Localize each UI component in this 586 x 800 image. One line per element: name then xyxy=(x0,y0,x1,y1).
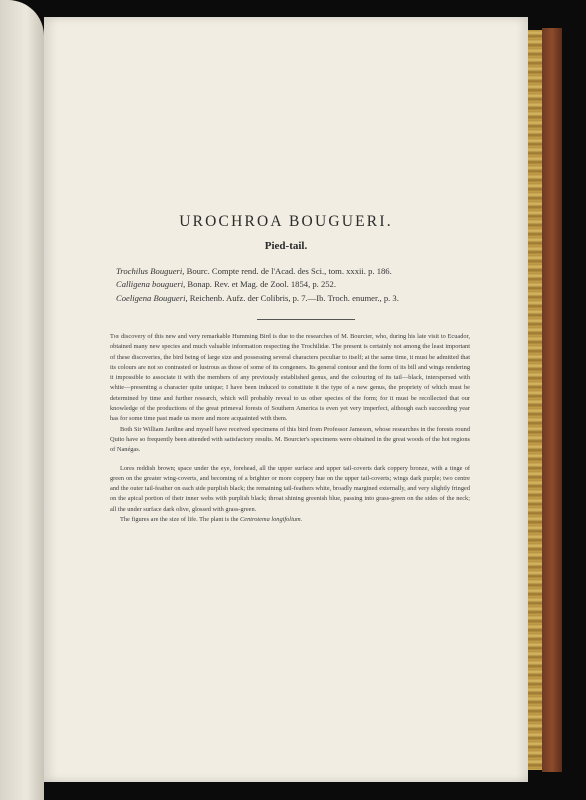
book-binding xyxy=(542,28,562,772)
reference-line xyxy=(116,278,456,291)
paragraph-description: Lores reddish brown; space under the eye, forehead, all the upper surface and upper tail-coverts dark coppery bronze, with a tinge of green on the greater wing-coverts, and becoming of a brighter or more coppery hue on the upper tail-coverts; wings dark purple; two centre and the outer tail-feather on each side purplish black; the remaining tail-feathers white, broadly margined externally, and very slightly fringed on the apical portion of their inner webs with purplish black; throat shining greenish blue, passing into grass-green on the sides of the neck; all the under surface dark olive, glossed with grass-green. xyxy=(110,464,470,513)
species-title: UROCHROA BOUGUERI. xyxy=(179,213,393,230)
reference-name: Trochilus Bougueri xyxy=(116,266,183,276)
section-divider xyxy=(257,319,355,320)
reference-citation: , Bourc. Compte rend. de l'Acad. des Sci., tom. xxxii. p. 186. xyxy=(182,266,392,276)
reference-citation: , Bonap. Rev. et Mag. de Zool. 1854, p. 252. xyxy=(183,279,336,290)
reference-citation: , Reichenb. Aufz. der Colibris, p. 7.—Ib. Troch. enumer., p. 3. xyxy=(185,292,399,303)
lead-word: The xyxy=(110,333,120,340)
figures-note: The figures are the size of life. The plant is the xyxy=(120,516,241,524)
reference-name: Coeligena Bougueri xyxy=(116,292,186,303)
paragraph-text: discovery of this new and very remarkable Humming Bird is due to the researches of M. Bourcier, who, during his late visit to Ecuador, obtained many new species and much valuable information respecting the Trochilidæ. The present is certainly not among the least important of these discoveries, the bird being of large size and possessing several characters peculiar to itself; at the same time, it must be admitted that its colours are not so contrasted or lustrous as those of some of its congeners. Its general contour and the form of its bill and wings rendering it impossible to associate it with the members of any previously established genus, and the colouring of its tail—black, interspersed with white—presenting a character quite unique; I have been induced to constitute it the type of a new genus, the propriety of which must be determined by time and further research, which will probably reveal to us other species of the form; for it must be recollected that our knowledge of the productions of the great primeval forests of Southern America is even yet very imperfect, although each succeeding year has for some time past made us more and more acquainted with them. xyxy=(110,333,470,423)
paragraph-figures xyxy=(110,515,470,525)
paragraph-intro xyxy=(110,332,470,425)
gilt-page-edges xyxy=(528,30,542,770)
paragraph-specimens: Both Sir William Jardine and myself have received specimens of this bird from Professor Jameson, whose researches in the forests round Quito have so frequently been attended with satisfactory results. M. Bourcier's specimens were obtained in the great woods of the hot regions of Nanégas. xyxy=(110,425,470,454)
plant-name: Centrotema longifolium. xyxy=(240,516,303,524)
previous-page-edge xyxy=(0,0,44,800)
common-name: Pied-tail. xyxy=(264,240,308,252)
reference-line xyxy=(116,265,456,278)
synonymy-references xyxy=(116,265,456,305)
description-body xyxy=(110,332,470,525)
reference-line xyxy=(116,292,456,305)
book-page xyxy=(44,17,528,782)
reference-name: Calligena bougueri xyxy=(116,279,184,290)
